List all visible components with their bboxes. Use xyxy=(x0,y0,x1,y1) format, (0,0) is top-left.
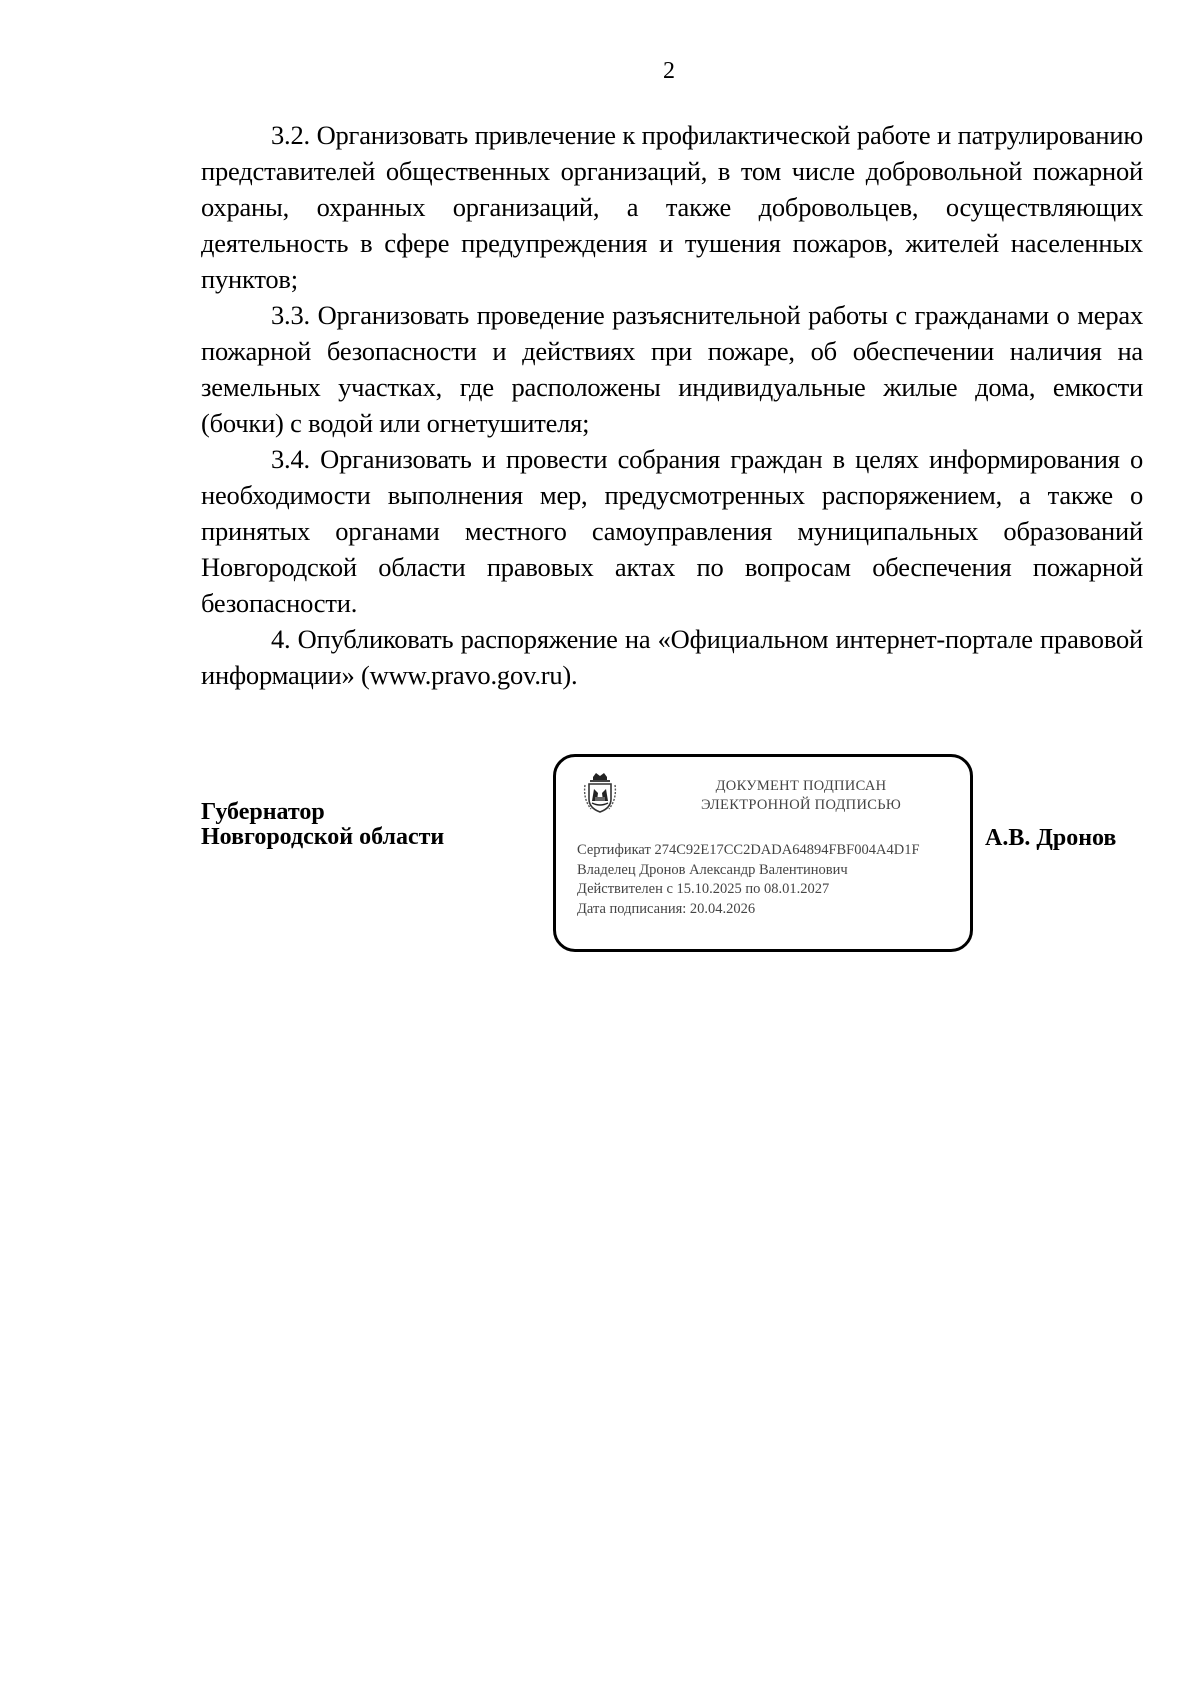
paragraph-3-4: 3.4. Организовать и провести собрания граждан в целях информирования о необходимости выполнения мер, предусмотренных распоряжением, а также о принятых органами местного самоуправления муниципальных образований Новгородской области правовых актах по вопросам обеспечения пожарной безопасности. xyxy=(201,444,1143,618)
electronic-signature-stamp xyxy=(553,754,973,952)
signer-title xyxy=(201,800,444,850)
stamp-signed-date: Дата подписания: 20.04.2026 xyxy=(577,900,756,917)
stamp-heading-line1: ДОКУМЕНТ ПОДПИСАН xyxy=(715,778,887,794)
paragraph-4: 4. Опубликовать распоряжение на «Официальном интернет-портале правовой информации» (www.pravo.gov.ru). xyxy=(201,624,1143,690)
document-body xyxy=(201,117,1143,693)
stamp-heading-line2: ЭЛЕКТРОННОЙ ПОДПИСЬЮ xyxy=(700,797,902,813)
paragraph-3-3: 3.3. Организовать проведение разъяснительной работы с гражданами о мерах пожарной безопасности и действиях при пожаре, об обеспечении наличия на земельных участках, где расположены индивидуальные жилые дома, емкости (бочки) с водой или огнетушителя; xyxy=(201,300,1143,438)
stamp-heading xyxy=(666,777,936,815)
paragraph-3-2: 3.2. Организовать привлечение к профилактической работе и патрулированию представителей общественных организаций, в том числе добровольной пожарной охраны, охранных организаций, а также добровольцев, осуществляющих деятельность в сфере предупреждения и тушения пожаров, жителей населенных пунктов; xyxy=(201,120,1143,294)
stamp-details xyxy=(577,841,969,919)
stamp-validity: Действителен с 15.10.2025 по 08.01.2027 xyxy=(577,881,830,897)
page-number: 2 xyxy=(663,58,675,84)
signer-title-line1: Губернатор xyxy=(201,799,325,825)
stamp-owner: Владелец Дронов Александр Валентинович xyxy=(577,861,848,878)
signer-name: А.В. Дронов xyxy=(985,825,1117,851)
stamp-certificate: Сертификат 274C92E17CC2DADA64894FBF004A4D1F xyxy=(577,842,920,858)
coat-of-arms-icon xyxy=(581,771,619,815)
signer-title-line2: Новгородской области xyxy=(201,824,445,850)
